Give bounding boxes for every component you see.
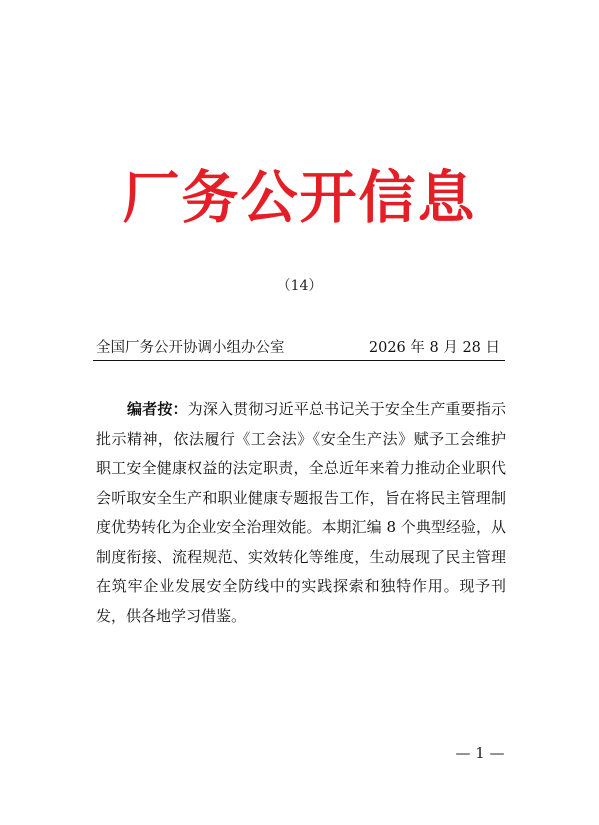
page-number: — 1 — — [455, 744, 505, 762]
issue-date: 2026 年 8 月 28 日 — [368, 340, 500, 356]
header-divider — [93, 360, 505, 361]
issuer-row — [96, 337, 506, 359]
editor-note-lead: 编者按： — [127, 400, 188, 418]
issuer-name: 全国厂务公开协调小组办公室 — [96, 340, 285, 356]
issue-number: （14） — [276, 278, 323, 294]
editor-note-text: 为深入贯彻习近平总书记关于安全生产重要指示批示精神，依法履行《工会法》《安全生产法》赋予工会维护职工安全健康权益的法定职责，全总近年来着力推动企业职代会听取安全生产和职业健康专题报告工作，旨在将民主管理制度优势转化为企业安全治理效能。本期汇编 8 个典型经验，从制度衔接、流程规范、实效转化等维度，生动展现了民主管理在筑牢企业发展安全防线中的实践探索和独特作用。现予刊发，供各地学习借鉴。 — [96, 400, 506, 625]
editor-note — [96, 395, 506, 631]
masthead-title: 厂务公开信息 — [122, 165, 477, 231]
